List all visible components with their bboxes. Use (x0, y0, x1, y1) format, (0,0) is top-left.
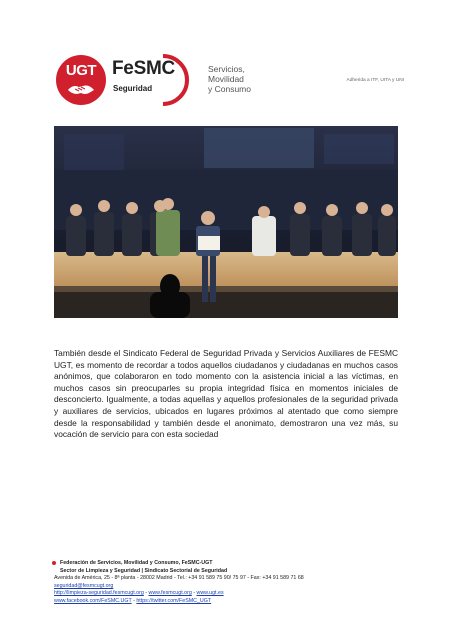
tagline (208, 64, 251, 94)
tagline-line-1: Servicios, (208, 64, 245, 74)
tagline-line-3: y Consumo (208, 84, 251, 94)
tagline-line-2: Movilidad (208, 74, 244, 84)
letterhead (0, 0, 452, 120)
website-link-ugt[interactable]: www.ugt.es (196, 590, 224, 597)
body-paragraph: También desde el Sindicato Federal de Seguridad Privada y Servicios Auxiliares de FESMC UGT, es momento de recordar a todos aquellos ciudadanos y ciudadanas en muchos casos anónimos, que colaboraron en todo momento con la asistencia inicial a las víctimas, en muchos casos sin preocuparles su propia integridad física en momentos iniciales de desconcierto. Igualmente, a todas aquellas y aquellos profesionales de la seguridad privada y auxiliares de servicios, ubicados en lugares próximos al atentado que como siempre desde la responsabilidad y también desde el anonimato, demostraron una vez más, su vocación de servicio para con esta sociedad (54, 348, 398, 440)
twitter-link[interactable]: https://twitter.com/FeSMC_UGT (136, 597, 212, 604)
ugt-logo (56, 55, 106, 105)
separator: - (191, 590, 197, 597)
footer-sector: Sector de Limpieza y Seguridad | Sindicato Sectorial de Seguridad (60, 567, 228, 574)
footer-org-text: Federación de Servicios, Movilidad y Consumo, FeSMC-UGT (60, 560, 213, 566)
footer-org (52, 560, 414, 568)
photo-illustration (54, 126, 398, 318)
affiliation-text: Adherida a ITF, UITA y UNI (346, 78, 404, 83)
website-link-fesmc[interactable]: www.fesmcugt.org (148, 590, 192, 597)
separator: - (131, 597, 137, 604)
footer-links-row-1 (54, 590, 414, 598)
website-link-limpieza[interactable]: http://limpieza-seguridad.fesmcugt.org (54, 590, 144, 597)
facebook-link[interactable]: www.facebook.com/FeSMC.UGT (54, 597, 132, 604)
brand-subtitle: Seguridad (113, 84, 153, 93)
logo-text: UGT (65, 62, 97, 79)
separator: - (143, 590, 149, 597)
handshake-icon (67, 82, 95, 96)
brand-name: FeSMC (112, 58, 175, 79)
brand-arc-icon (155, 52, 195, 108)
email-link[interactable]: seguridad@fesmcugt.org (54, 582, 114, 589)
ceremony-photo (54, 126, 398, 318)
footer-links-row-2 (54, 598, 414, 606)
footer-address: Avenida de América, 25 - 8ª planta - 28002 Madrid - Tel.: +34 91 589 75 90/ 75 97 - Fax: +34 91 589 71 68 (54, 575, 304, 582)
bullet-icon (52, 561, 56, 565)
footer (54, 560, 414, 606)
